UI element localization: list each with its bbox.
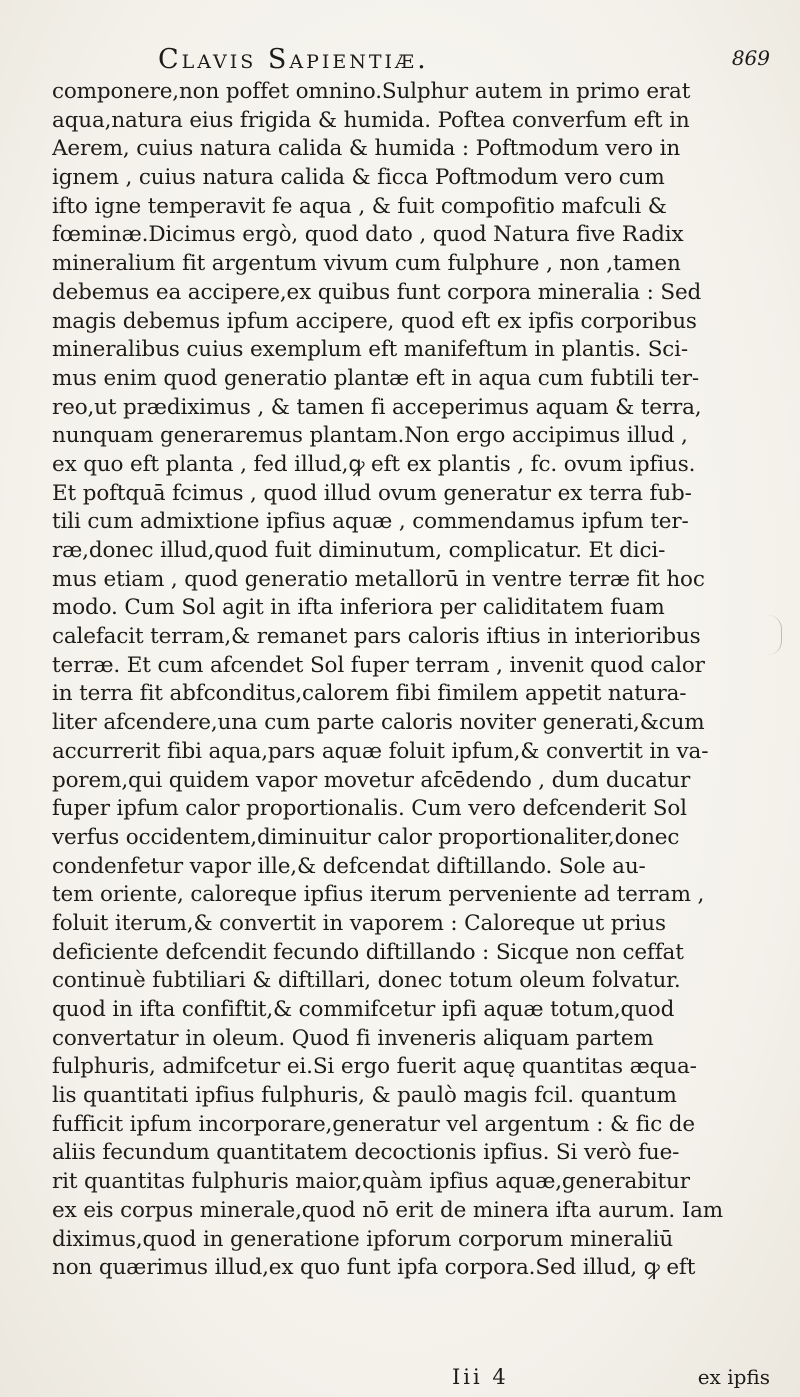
text-line: debemus ea accipere,ex quibus funt corpora mineralia : Sed [52, 279, 702, 305]
text-line: continuè fubtiliari & diftillari, donec totum oleum folvatur. [52, 968, 681, 994]
text-line: Aerem, cuius natura calida & humida : Poftmodum vero in [52, 136, 681, 162]
text-line: accurrerit fibi aqua,pars aquæ foluit ipfum,& convertit in va- [52, 738, 709, 764]
text-line: convertatur in oleum. Quod fi inveneris aliquam partem [52, 1025, 654, 1051]
text-line: calefacit terram,& remanet pars caloris iftius in interioribus [52, 624, 701, 650]
text-line: mineralium fit argentum vivum cum fulphure , non ,tamen [52, 251, 681, 277]
text-line: fufficit ipfum incorporare,generatur vel argentum : & fic de [52, 1111, 695, 1137]
page-footer [52, 1365, 780, 1395]
text-line: mus etiam , quod generatio metallorū in ventre terræ fit hoc [52, 566, 705, 592]
text-line: mus enim quod generatio plantæ eft in aqua cum fubtili ter- [52, 365, 699, 391]
text-line: ex eis corpus minerale,quod nō erit de minera ifta aurum. Iam [52, 1197, 723, 1223]
text-line: reo,ut prædiximus , & tamen fi acceperimus aquam & terra, [52, 394, 702, 420]
text-line: quod in ifta confiftit,& commifcetur ipfi aquæ totum,quod [52, 997, 675, 1022]
text-line: rit quantitas fulphuris maior,quàm ipfius aquæ,generabitur [52, 1169, 690, 1195]
text-line: Et poftquā fcimus , quod illud ovum generatur ex terra fub- [52, 480, 692, 506]
text-line: lis quantitati ipfius fulphuris, & paulò magis fcil. quantum [52, 1083, 677, 1109]
text-line: porem,qui quidem vapor movetur afcēdendo , dum ducatur [52, 767, 691, 793]
text-line: aqua,natura eius frigida & humida. Poftea converfum eft in [52, 107, 690, 133]
main-text-block [52, 78, 780, 1283]
text-line: deficiente defcendit fecundo diftillando : Sicque non ceffat [52, 939, 684, 965]
text-line: verfus occidentem,diminuitur calor proportionaliter,donec [52, 824, 680, 850]
text-line: non quærimus illud,ex quo funt ipfa corpora.Sed illud, ꝙ eft [52, 1255, 696, 1281]
text-line: diximus,quod in generatione ipforum corporum mineraliū [52, 1226, 674, 1252]
text-line: in terra fit abfconditus,calorem fibi fimilem appetit natura- [52, 681, 687, 707]
text-line: terræ. Et cum afcendet Sol fuper terram , invenit quod calor [52, 652, 705, 678]
running-head: Clavis Sapientiæ. [158, 44, 429, 75]
text-line: ifto igne temperavit fe aqua , & fuit compofitio mafculi & [52, 193, 667, 219]
text-line: condenfetur vapor ille,& defcendat diftillando. Sole au- [52, 853, 646, 879]
text-line: ex quo eft planta , fed illud,ꝙ eft ex plantis , fc. ovum ipfius. [52, 451, 696, 477]
text-line: aliis fecundum quantitatem decoctionis ipfius. Si verò fue- [52, 1140, 680, 1166]
text-line: fœminæ.Dicimus ergò, quod dato , quod Natura five Radix [52, 222, 684, 248]
signature-mark: Iii 4 [452, 1365, 509, 1389]
text-line: ræ,donec illud,quod fuit diminutum, complicatur. Et dici- [52, 538, 666, 563]
text-line: liter afcendere,una cum parte caloris noviter generati,&cum [52, 710, 705, 736]
catchword: ex ipfis [697, 1365, 770, 1389]
text-line: componere,non poffet omnino.Sulphur autem in primo erat [52, 79, 691, 104]
text-line: tili cum admixtione ipfius aquæ , commendamus ipfum ter- [52, 509, 689, 535]
page-header [110, 44, 770, 80]
text-line: foluit iterum,& convertit in vaporem : Caloreque ut prius [52, 910, 666, 936]
text-line: nunquam generaremus plantam.Non ergo accipimus illud , [52, 423, 688, 449]
text-line: fulphuris, admifcetur ei.Si ergo fuerit aquę quantitas æqua- [52, 1054, 697, 1080]
text-line: fuper ipfum calor proportionalis. Cum vero defcenderit Sol [52, 796, 687, 822]
text-line: magis debemus ipfum accipere, quod eft ex ipfis corporibus [52, 308, 697, 334]
text-line: tem oriente, caloreque ipfius iterum perveniente ad terram , [52, 882, 705, 908]
page-number: 869 [731, 46, 770, 70]
text-line: mineralibus cuius exemplum eft manifeftum in plantis. Sci- [52, 337, 689, 363]
text-line: modo. Cum Sol agit in ifta inferiora per caliditatem fuam [52, 595, 665, 621]
text-line: ignem , cuius natura calida & ficca Poftmodum vero cum [52, 165, 665, 191]
